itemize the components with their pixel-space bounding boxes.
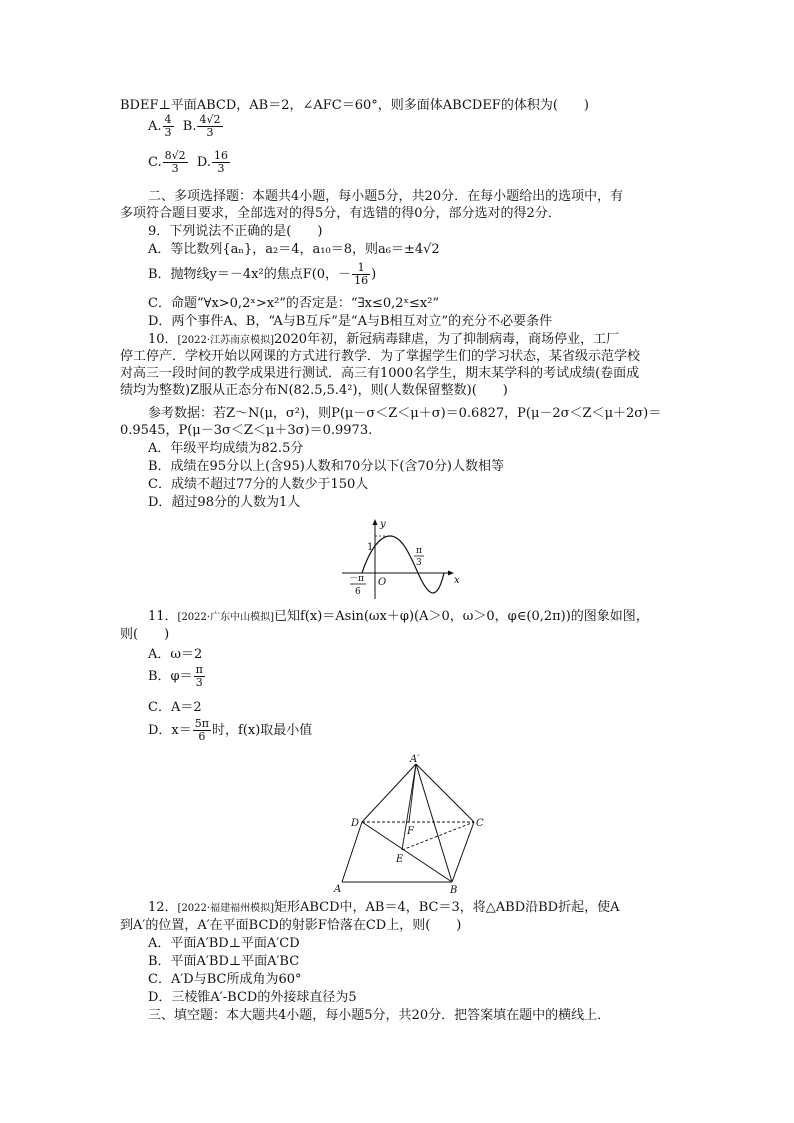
q8-option-d-label: D. (196, 155, 211, 170)
q8-option-c-fraction: $\frac{8√2}{3}$ (164, 149, 186, 175)
q8-stem-tail: BDEF⊥平面ABCD，AB＝2，∠AFC＝60°，则多面体ABCDEF的体积为( ) (120, 98, 589, 113)
section3-line1: 三、填空题：本大题共4小题，每小题5分，共20分．把答案填在题中的横线上． (148, 1008, 611, 1023)
sine-graph-figure (340, 515, 460, 601)
pi-over-3-den: 3 (416, 558, 422, 568)
q8-options-row1 (148, 114, 224, 139)
neg-pi-over-6-num: －π (349, 574, 364, 584)
point-f-label: F (407, 826, 414, 837)
q8-option-a-fraction: $\frac{4}{3}$ (164, 113, 172, 139)
q8-option-b-fraction: $\frac{4√2}{3}$ (199, 113, 221, 139)
q10-reference1: 参考数据：若Z～N(μ，σ²)，则P(μ－σ＜Z＜μ＋σ)＝0.6827，P(μ－2σ＜Z＜μ＋2σ)＝ (148, 406, 662, 421)
q10-line1: 10．[2022·江苏南京模拟]2020年初，新冠病毒肆虐，为了抑制病毒，商场停业，工厂 (148, 332, 620, 347)
origin-label: O (378, 577, 387, 588)
q12-line1: 12．[2022·福建福州模拟]矩形ABCD中，AB＝4，BC＝3，将△ABD沿BD折起，使A (148, 900, 620, 915)
q8-option-d-fraction: $\frac{16}{3}$ (214, 149, 228, 175)
sine-curve (362, 536, 444, 593)
q11-option-d: D．x＝ $\frac{5\pi}{6}$ 时，f(x)取最小值 (148, 717, 313, 743)
point-e-label: E (396, 854, 404, 865)
q10-option-c: C．成绩不超过77分的人数少于150人 (148, 477, 369, 492)
q8-option-a-label: A. (148, 119, 162, 134)
q10-line3: 对高三一段时间的教学成果进行测试．高三有1000名学生，期末某学科的考试成绩(卷面成 (120, 366, 640, 381)
q10-option-a: A．年级平均成绩为82.5分 (148, 441, 304, 456)
q8-options-row2 (148, 150, 231, 175)
q11-option-a: A．ω＝2 (148, 647, 203, 662)
q9-stem: 9．下列说法不正确的是( ) (148, 224, 323, 239)
edge-ad (342, 822, 362, 882)
q11-source: [2022·广东中山模拟] (177, 612, 274, 623)
q9-option-a: A．等比数列{aₙ}，a₂＝4，a₁₀＝8，则a₆＝±4√2 (148, 242, 440, 257)
amplitude-label: 1 (367, 542, 374, 553)
q10-line4: 绩均为整数)Z服从正态分布N(82.5,5.4²)，则(人数保留整数)( ) (120, 383, 508, 398)
q12-line2: 到A′的位置，A′在平面BCD的射影F恰落在CD上，则( ) (120, 918, 462, 933)
q11-line1: 11．[2022·广东中山模拟]已知f(x)＝Asin(ωx＋φ)(A＞0，ω＞0，φ∈(0,2π))的图象如图， (148, 609, 649, 624)
vertex-b-label: B (450, 885, 458, 894)
q12-source: [2022·福建福州模拟] (177, 903, 274, 914)
q8-option-c-label: C. (148, 155, 162, 170)
q10-line2: 停工停产．学校开始以网课的方式进行教学．为了掌握学生们的学习状态，某省级示范学校 (120, 349, 641, 364)
q12-option-a: A．平面A′BD⊥平面A′CD (148, 936, 300, 951)
folded-rectangle-figure (330, 752, 490, 894)
y-axis-arrow-icon (373, 519, 378, 525)
neg-pi-over-6-den: 6 (355, 587, 361, 597)
section2-line2: 多项符合题目要求，全部选对的得5分，有选错的得0分，部分选对的得2分． (120, 206, 561, 221)
q10-reference2: 0.9545，P(μ－3σ＜Z＜μ＋3σ)＝0.9973. (120, 423, 373, 438)
q11-line2: 则( ) (120, 627, 170, 642)
section2-line1: 二、多项选择题：本题共4小题，每小题5分，共20分．在每小题给出的选项中，有 (148, 189, 624, 204)
vertex-d-label: D (351, 818, 360, 829)
q9-option-b: B．抛物线y＝－4x²的焦点F(0，－ $\frac{1}{16}$ ) (148, 261, 377, 287)
q12-option-b: B．平面A′BD⊥平面A′BC (148, 954, 300, 969)
pi-over-3-num: π (416, 546, 422, 556)
q9-option-c: C．命题“∀x>0,2ˣ>x²”的否定是：“∃x≤0,2ˣ≤x²” (148, 296, 440, 311)
q8-option-b-label: B. (182, 119, 197, 134)
vertex-a-label: A (334, 884, 342, 894)
q10-source: [2022·江苏南京模拟] (177, 335, 274, 346)
q9-option-d: D．两个事件A、B，“A与B互斥”是“A与B相互对立”的充分不必要条件 (148, 314, 553, 329)
q11-option-c: C．A＝2 (148, 700, 202, 715)
vertex-a-prime-label: A′ (410, 754, 420, 765)
vertex-c-label: C (476, 818, 484, 829)
q12-option-c: C．A′D与BC所成角为60° (148, 972, 302, 987)
edge-bc (452, 822, 474, 882)
x-axis-label: x (454, 575, 460, 586)
q11-option-b: B．φ＝ $\frac{\pi}{3}$ (148, 663, 203, 689)
y-axis-label: y (380, 519, 386, 530)
q10-option-b: B．成绩在95分以上(含95)人数和70分以下(含70分)人数相等 (148, 459, 505, 474)
q10-option-d: D．超过98分的人数为1人 (148, 495, 301, 510)
q12-option-d: D．三棱锥A′-BCD的外接球直径为5 (148, 990, 357, 1005)
